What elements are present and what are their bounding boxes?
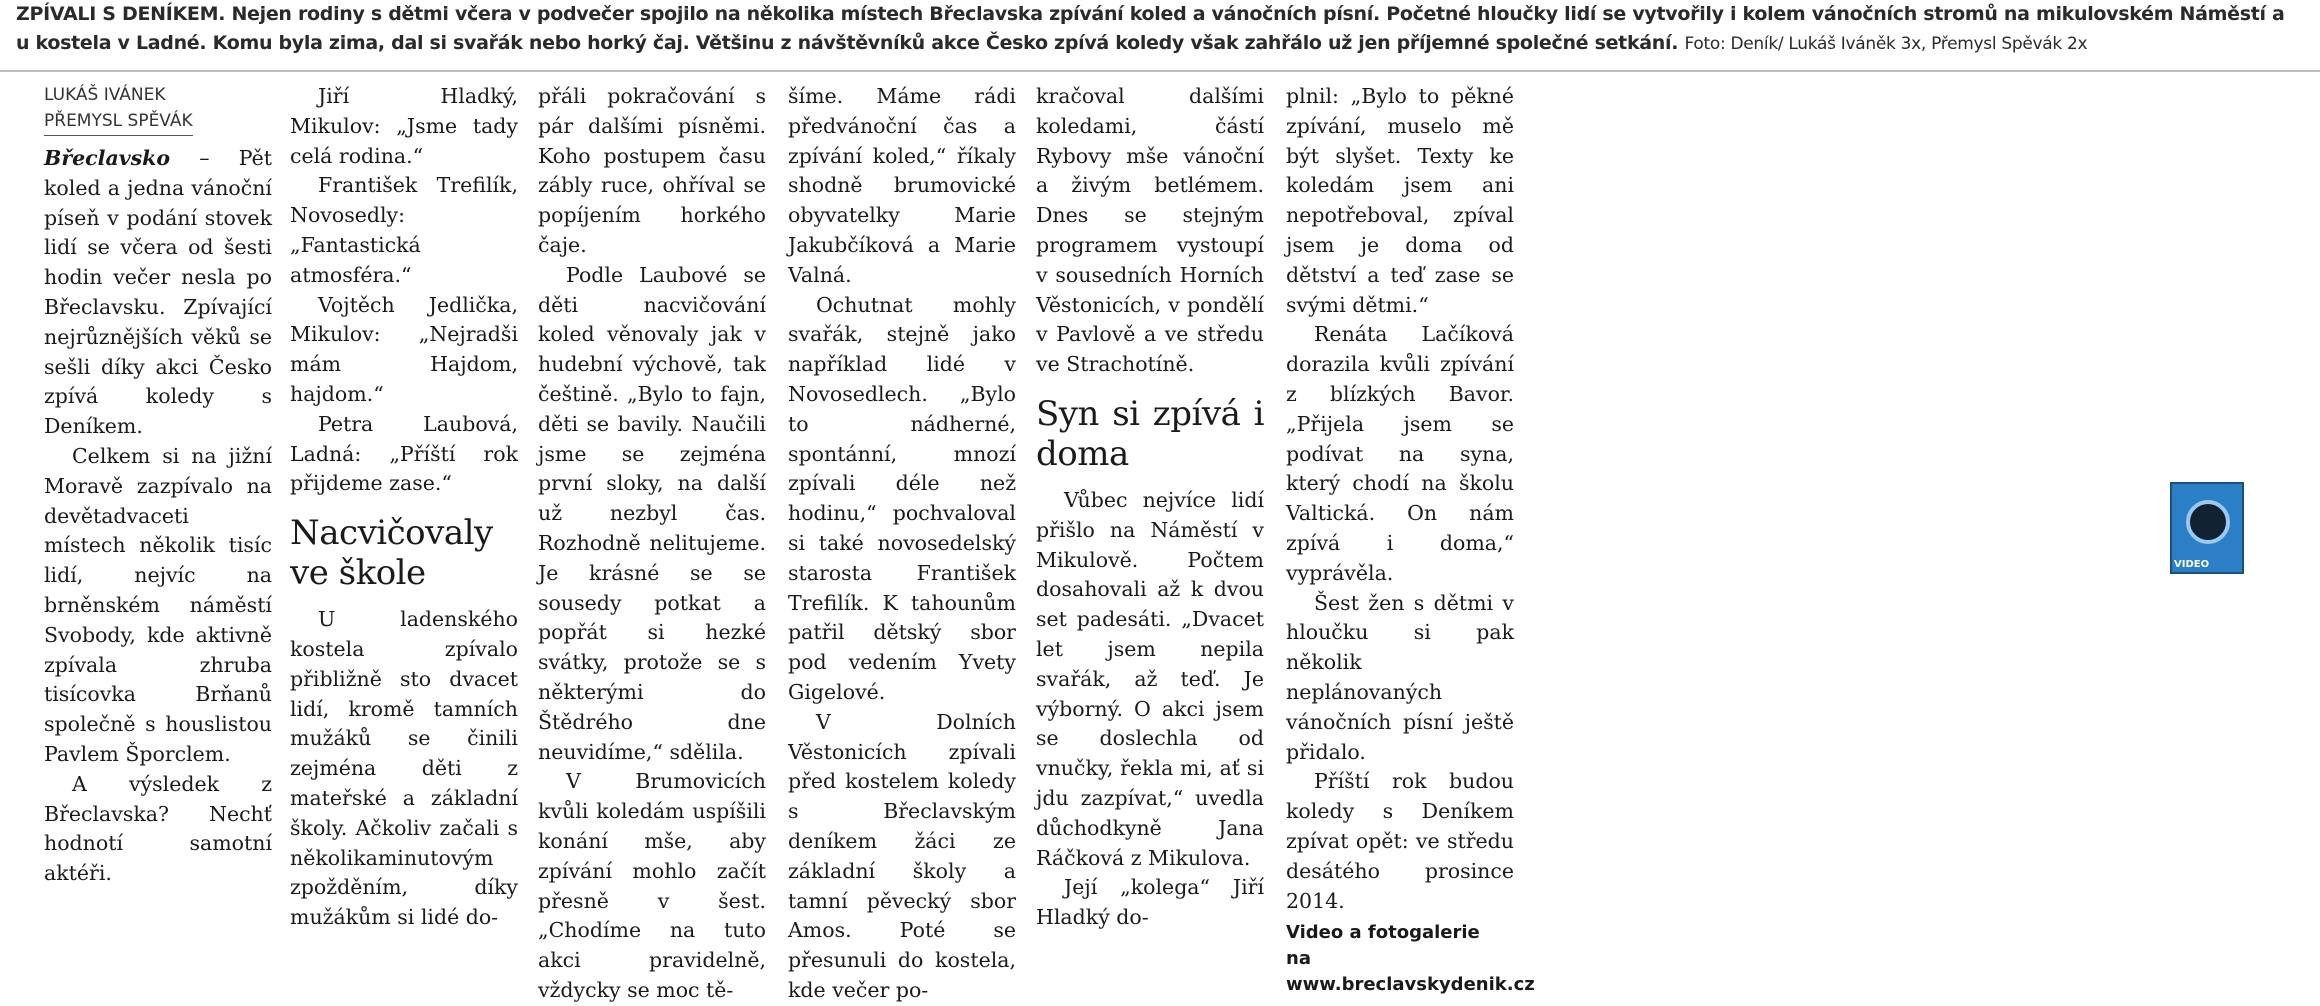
article-column-4 (788, 82, 1016, 1002)
paragraph: kračoval dalšími koledami, částí Rybovy mše vánoční a živým betlémem. Dnes se stejným programem vystoupí v sousedních Horních Věstonicích, v pondělí v Pavlově a ve středu ve Strachotíně. (1036, 84, 1264, 377)
photo-caption (16, 0, 2304, 64)
video-label: VIDEO (2174, 559, 2210, 570)
photo-credit: Foto: Deník/ Lukáš Iváněk 3x, Přemysl Spěvák 2x (1684, 34, 2088, 54)
article-column-2 (290, 82, 518, 930)
paragraph: Její „kolega“ Jiří Hladký do- (1036, 875, 1264, 930)
promo-link[interactable]: na www.breclavskydenik.cz (1286, 948, 1535, 996)
author-1: LUKÁŠ IVÁNEK (44, 85, 166, 105)
paragraph: Šest žen s dětmi v hloučku si pak několik neplánovaných vánočních písní ještě přidalo. (1286, 590, 1514, 764)
byline (44, 82, 272, 136)
paragraph: František Trefilík, Novosedly: „Fantastická atmosféra.“ (290, 173, 518, 287)
article-column-1 (44, 82, 272, 886)
paragraph: přáli pokračování s pár dalšími písněmi. Koho postupem času zábly ruce, ohříval se popíjením horkého čaje. (538, 84, 766, 257)
paragraph: Jiří Hladký, Mikulov: „Jsme tady celá rodina.“ (290, 84, 518, 168)
paragraph: Vůbec nejvíce lidí přišlo na Náměstí v Mikulově. Počtem dosahovali až k dvou set padesáti. „Dvacet let jsem nepila svařák, až teď. Je výborný. O akci jsem se doslechla od vnučky, řekla mi, ať si jdu zazpívat,“ uvedla důchodkyně Jana Ráčková z Mikulova. (1036, 487, 1264, 870)
paragraph: Petra Laubová, Ladná: „Příští rok přijdeme zase.“ (290, 411, 518, 496)
paragraph: plnil: „Bylo to pěkné zpívání, muselo mě být slyšet. Texty ke koledám jsem ani nepotřeboval, zpíval jsem je doma od dětství a teď zase se svými dětmi.“ (1286, 84, 1514, 317)
author-2: PŘEMYSL SPĚVÁK (44, 108, 193, 136)
paragraph: V Brumovicích kvůli koledám uspíšili konání mše, aby zpívání mohlo začít přesně v šest. „Chodíme na tuto akci pravidelně, vždycky se moc tě- (538, 769, 766, 1002)
lead-paragraph: Břeclavsko – Pět koled a jedna vánoční píseň v podání stovek lidí se včera od šesti hodin večer nesla po Břeclavsku. Zpívající nejrůznějších věků se sešli díky akci Česko zpívá koledy s Deníkem. (44, 146, 272, 439)
paragraph: U ladenského kostela zpívalo přibližně sto dvacet lidí, kromě tamních mužáků se činili zejména děti z mateřské a základní školy. Ačkoliv začali s několikaminutovým zpožděním, díky mužákům si lidé do- (290, 607, 518, 930)
paragraph: Ochutnat mohly svařák, stejně jako například lidé v Novosedlech. „Bylo to nádherné, spontánní, mnozí zpívali déle než hodinu,“ pochvaloval si také novosedelský starosta František Trefilík. K tahounům patřil dětský sbor pod vedením Yvety Gigelové. (788, 292, 1016, 704)
video-camera-icon (2170, 482, 2244, 574)
article-column-3 (538, 82, 766, 1002)
caption-divider (0, 70, 2320, 72)
paragraph: Celkem si na jižní Moravě zazpívalo na devětadvaceti místech několik tisíc lidí, nejvíc na brněnském náměstí Svobody, kde aktivně zpívala zhruba tisícovka Brňanů společně s houslistou Pavlem Šporclem. (44, 443, 272, 766)
camera-lens (2186, 500, 2230, 544)
paragraph: Renáta Lačíková dorazila kvůli zpívání z blízkých Bavor. „Přijela jsem se podívat na syna, který chodí na školu Valtická. On nám zpívá i doma,“ vyprávěla. (1286, 322, 1514, 585)
paragraph: Příští rok budou koledy s Deníkem zpívat opět: ve středu desátého prosince 2014. (1286, 769, 1514, 913)
article-column-6 (1286, 82, 1535, 996)
promo-title: Video a fotogalerie (1286, 922, 1480, 944)
paragraph: A výsledek z Břeclavska? Nechť hodnotí samotní aktéři. (44, 771, 272, 886)
subheading: Nacvičovaly ve škole (290, 513, 493, 594)
paragraph: Podle Laubové se děti nacvičování koled věnovaly jak v hudební výchově, tak češtině. „Bylo to fajn, děti se bavily. Naučili jsme se zejména první sloky, na další už nezbyl čas. Rozhodně nelitujeme. Je krásné se se sousedy potkat a popřát si hezké svátky, protože se s některými do Štědrého dne neuvidíme,“ sdělila. (538, 262, 766, 764)
paragraph: Vojtěch Jedlička, Mikulov: „Nejradši mám Hajdom, hajdom.“ (290, 292, 518, 406)
paragraph: šíme. Máme rádi předvánoční čas a zpívání koled,“ říkaly shodně brumovické obyvatelky Marie Jakubčíková a Marie Valná. (788, 84, 1016, 287)
subheading: Syn si zpívá i doma (1036, 393, 1264, 474)
paragraph: V Dolních Věstonicích zpívali před kostelem koledy s Břeclavským deníkem žáci ze základní školy a tamní pěvecký sbor Amos. Poté se přesunuli do kostela, kde večer po- (788, 709, 1016, 1002)
video-promo (1286, 920, 1535, 998)
article-column-5 (1036, 82, 1264, 930)
caption-text: ZPÍVALI S DENÍKEM. Nejen rodiny s dětmi včera v podvečer spojilo na několika místech Břeclavska zpívání koled a vánočních písní. Početné hloučky lidí se vytvořily i kolem vánočních stromů na mikulovském Náměstí a u kostela v Ladné. Komu byla zima, dal si svařák nebo horký čaj. Většinu z návštěvníků akce Česko zpívá koledy však zahřálo už jen příjemné společné setkání. (16, 3, 2285, 54)
dateline: Břeclavsko (44, 146, 171, 170)
